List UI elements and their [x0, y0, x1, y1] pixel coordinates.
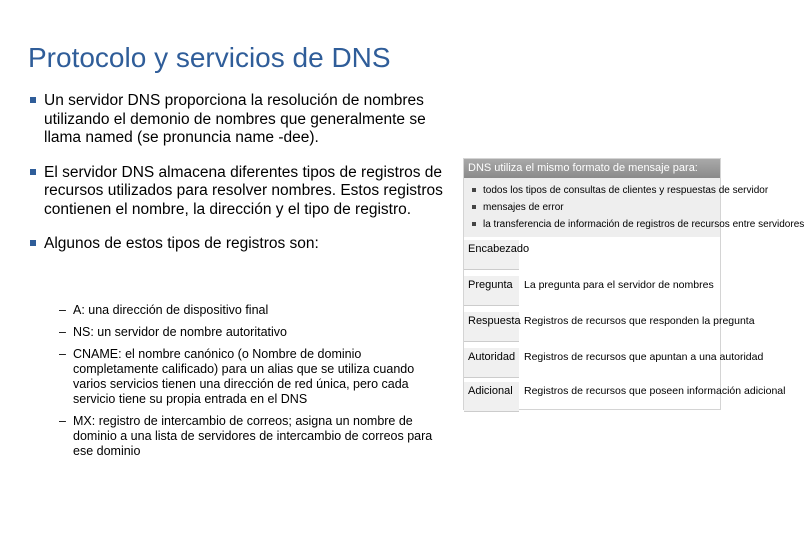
section-row	[464, 382, 786, 416]
section-desc: La pregunta para el servidor de nombres	[524, 279, 714, 291]
bullet-item	[30, 235, 450, 254]
sub-item	[59, 414, 439, 459]
sub-text: NS: un servidor de nombre autoritativo	[73, 325, 287, 339]
sub-text: A: una dirección de dispositivo final	[73, 303, 269, 317]
figure-item-list	[464, 178, 804, 237]
bullet-list	[30, 92, 450, 270]
section-desc	[524, 240, 720, 272]
page-title: Protocolo y servicios de DNS	[28, 42, 391, 73]
figure-item-text: la transferencia de información de registros de recursos entre servidores	[483, 219, 804, 230]
section-label: Autoridad	[464, 348, 519, 378]
section-label: Adicional	[464, 382, 519, 412]
section-label: Pregunta	[464, 276, 519, 306]
square-bullet-icon	[472, 222, 476, 226]
figure-item	[472, 202, 564, 213]
square-bullet-icon	[472, 188, 476, 192]
sub-item	[59, 347, 439, 407]
section-row	[464, 240, 720, 274]
figure-item-text: mensajes de error	[483, 202, 564, 213]
dash-icon: –	[59, 303, 66, 317]
sub-item	[59, 303, 439, 318]
figure-header: DNS utiliza el mismo formato de mensaje para:	[464, 159, 720, 178]
figure-item	[472, 185, 768, 196]
section-label: Respuesta	[464, 312, 519, 342]
dash-icon: –	[59, 414, 66, 428]
figure-item-text: todos los tipos de consultas de clientes y respuestas de servidor	[483, 185, 769, 196]
dash-icon: –	[59, 325, 66, 339]
bullet-text: Algunos de estos tipos de registros son:	[44, 235, 319, 252]
dash-icon: –	[59, 347, 66, 361]
sub-text: CNAME: el nombre canónico (o Nombre de dominio completamente calificado) para un alias que se utiliza cuando varios servicios tienen una dirección de red única, pero cada servicio tiene su propia entrada en el DNS	[73, 347, 415, 406]
bullet-text: Un servidor DNS proporciona la resolución de nombres utilizando el demonio de nombres que generalmente se llama named (se pronuncia name -dee).	[44, 92, 426, 146]
square-bullet-icon	[30, 169, 36, 175]
bullet-item	[30, 92, 450, 148]
section-row	[464, 312, 755, 346]
section-desc: Registros de recursos que responden la pregunta	[524, 315, 755, 327]
sub-text: MX: registro de intercambio de correos; asigna un nombre de dominio a una lista de servidores de intercambio de correos para ese dominio	[73, 414, 433, 458]
section-desc: Registros de recursos que poseen información adicional	[524, 385, 786, 397]
section-row	[464, 348, 764, 382]
sub-list	[59, 303, 439, 466]
dns-message-format-figure	[463, 158, 804, 410]
square-bullet-icon	[472, 205, 476, 209]
section-desc: Registros de recursos que apuntan a una autoridad	[524, 351, 764, 363]
figure-item	[472, 219, 804, 230]
bullet-text: El servidor DNS almacena diferentes tipos de registros de recursos utilizados para resolver nombres. Estos registros contienen el nombre, la dirección y el tipo de registro.	[44, 163, 443, 218]
bullet-item	[30, 164, 450, 220]
square-bullet-icon	[30, 97, 36, 103]
section-row	[464, 276, 720, 310]
sub-item	[59, 325, 439, 340]
section-label: Encabezado	[464, 240, 519, 270]
square-bullet-icon	[30, 240, 36, 246]
